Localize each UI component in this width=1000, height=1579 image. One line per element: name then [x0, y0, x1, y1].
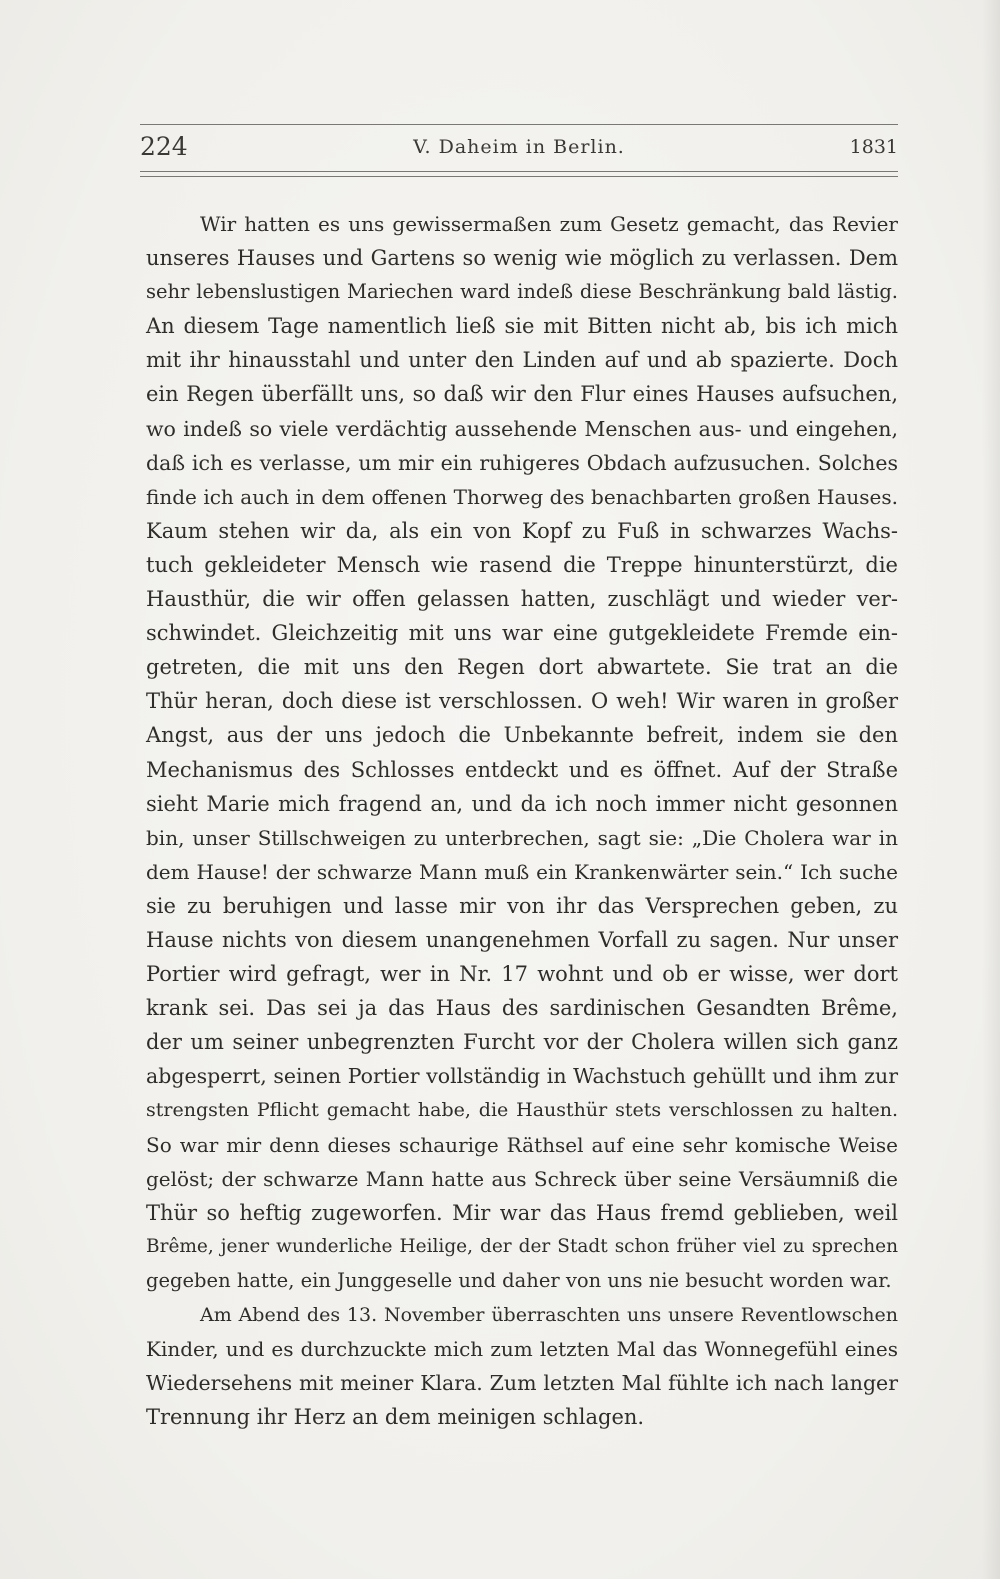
text-line: Am Abend des 13. November überraschten uns unsere Reventlowschen	[200, 1304, 898, 1326]
text-line: schwindet. Gleichzeitig mit uns war eine gutgekleidete Fremde ein-	[146, 621, 898, 646]
text-line: abgesperrt, seinen Portier vollständig in Wachstuch gehüllt und ihm zur	[146, 1064, 898, 1089]
text-line: strengsten Pflicht gemacht habe, die Hausthür stets verschlossen zu halten.	[146, 1099, 898, 1122]
text-line: dem Hause! der schwarze Mann muß ein Krankenwärter sein.“ Ich suche	[146, 859, 898, 884]
page-number: 224	[140, 132, 188, 161]
text-line: Kinder, und es durchzuckte mich zum letzten Mal das Wonnegefühl eines	[146, 1337, 898, 1362]
text-line: gegeben hatte, ein Junggeselle und daher von uns nie besucht worden war.	[146, 1268, 892, 1292]
text-line: getreten, die mit uns den Regen dort abwartete. Sie trat an die	[146, 655, 898, 680]
text-line: unseres Hauses und Gartens so wenig wie möglich zu verlassen. Dem	[146, 246, 898, 271]
text-line: Wir hatten es uns gewissermaßen zum Gesetz gemacht, das Revier	[200, 212, 898, 236]
text-line: Portier wird gefragt, wer in Nr. 17 wohnt und ob er wisse, wer dort	[146, 962, 898, 987]
text-line: tuch gekleideter Mensch wie rasend die Treppe hinunterstürzt, die	[146, 552, 898, 577]
text-line: bin, unser Stillschweigen zu unterbrechen, sagt sie: „Die Cholera war in	[146, 825, 898, 850]
text-line: mit ihr hinausstahl und unter den Linden auf und ab spazierte. Doch	[146, 348, 898, 373]
text-line: finde ich auch in dem offenen Thorweg des benachbarten großen Hauses.	[146, 484, 898, 509]
header-top-rule	[140, 124, 898, 125]
text-line: Mechanismus des Schlosses entdeckt und es öffnet. Auf der Straße	[146, 757, 898, 782]
text-line: sehr lebenslustigen Mariechen ward indeß diese Beschränkung bald lästig.	[146, 280, 898, 304]
text-line: Hause nichts von diesem unangenehmen Vorfall zu sagen. Nur unser	[146, 927, 898, 952]
text-line: So war mir denn dieses schaurige Räthsel auf eine sehr komische Weise	[146, 1132, 898, 1157]
header-year: 1831	[849, 136, 898, 158]
text-line: Hausthür, die wir offen gelassen hatten, zuschlägt und wieder ver-	[146, 587, 898, 612]
text-line: An diesem Tage namentlich ließ sie mit Bitten nicht ab, bis ich mich	[146, 314, 898, 339]
text-line: der um seiner unbegrenzten Furcht vor der Cholera willen sich ganz	[146, 1030, 898, 1055]
text-line: sieht Marie mich fragend an, und da ich noch immer nicht gesonnen	[146, 791, 898, 816]
running-header	[140, 130, 898, 168]
text-line: Brême, jener wunderliche Heilige, der der Stadt schon früher viel zu sprechen	[146, 1235, 898, 1257]
body-text	[146, 207, 898, 1434]
text-line: Kaum stehen wir da, als ein von Kopf zu Fuß in schwarzes Wachs-	[146, 518, 898, 543]
text-line: Angst, aus der uns jedoch die Unbekannte befreit, indem sie den	[146, 723, 898, 748]
text-line: gelöst; der schwarze Mann hatte aus Schreck über seine Versäumniß die	[146, 1166, 898, 1191]
text-line: sie zu beruhigen und lasse mir von ihr das Versprechen geben, zu	[146, 893, 898, 918]
text-line: Thür heran, doch diese ist verschlossen. O weh! Wir waren in großer	[146, 689, 898, 714]
header-double-rule	[140, 171, 898, 177]
text-line: Wiedersehens mit meiner Klara. Zum letzten Mal fühlte ich nach langer	[146, 1371, 898, 1396]
text-line: wo indeß so viele verdächtig aussehende Menschen aus- und eingehen,	[146, 416, 898, 441]
page-edge-shadow	[982, 0, 1000, 1579]
text-line: Thür so heftig zugeworfen. Mir war das Haus fremd geblieben, weil	[146, 1200, 898, 1225]
text-line: daß ich es verlasse, um mir ein ruhigeres Obdach aufzusuchen. Solches	[146, 450, 898, 475]
text-line: Trennung ihr Herz an dem meinigen schlagen.	[146, 1405, 645, 1430]
running-title: V. Daheim in Berlin.	[413, 136, 625, 158]
text-line: krank sei. Das sei ja das Haus des sardinischen Gesandten Brême,	[146, 996, 898, 1021]
text-line: ein Regen überfällt uns, so daß wir den Flur eines Hauses aufsuchen,	[146, 382, 898, 407]
